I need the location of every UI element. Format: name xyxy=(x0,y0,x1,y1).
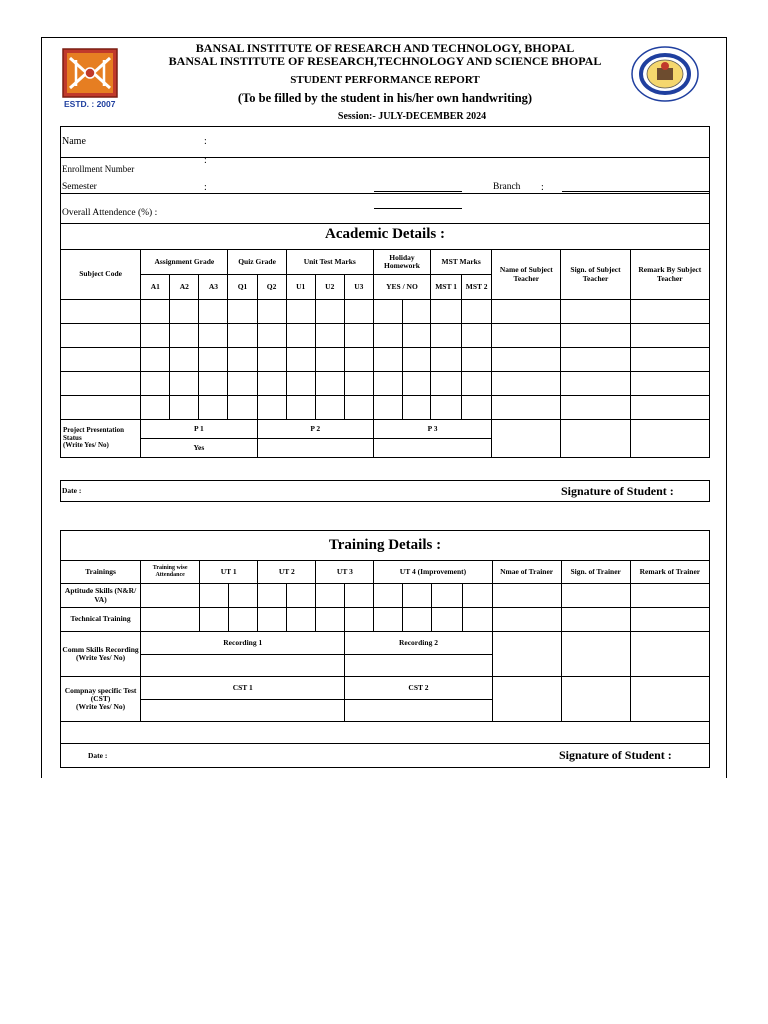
training-date-label: Date : xyxy=(88,751,108,760)
grade-cell[interactable] xyxy=(402,396,430,420)
grade-cell[interactable] xyxy=(344,348,373,372)
grade-cell[interactable] xyxy=(561,396,630,420)
grade-cell[interactable] xyxy=(286,372,315,396)
name-colon: : xyxy=(204,136,207,147)
aptitude-label: Aptitude Skills (N&R/ VA) xyxy=(61,584,141,608)
grade-cell[interactable] xyxy=(402,324,430,348)
branch-colon: : xyxy=(541,182,544,193)
grade-cell[interactable] xyxy=(630,324,709,348)
mst-marks-header: MST Marks xyxy=(431,250,492,275)
institute-logo xyxy=(62,48,118,98)
grade-cell[interactable] xyxy=(402,348,430,372)
comm-trainer-name[interactable] xyxy=(492,632,561,677)
cell[interactable] xyxy=(374,608,403,632)
cst1-header: CST 1 xyxy=(141,677,345,700)
project-teacher-sign-cell[interactable] xyxy=(561,420,630,458)
institute-name-1: BANSAL INSTITUTE OF RESEARCH AND TECHNOLOGY, BHOPAL xyxy=(195,41,575,55)
project-remark-cell[interactable] xyxy=(630,420,709,458)
col-yes-no: YES / NO xyxy=(373,275,430,300)
cell[interactable] xyxy=(462,584,492,608)
name-label: Name xyxy=(62,136,86,147)
comm-trainer-sign[interactable] xyxy=(561,632,630,677)
enrollment-colon: : xyxy=(204,155,207,166)
academic-signature-row xyxy=(60,480,710,502)
holiday-homework-header: Holiday Homework xyxy=(373,250,430,275)
trainings-header: Trainings xyxy=(61,561,141,584)
grade-cell[interactable] xyxy=(344,324,373,348)
grade-cell[interactable] xyxy=(462,300,492,324)
recording1-header: Recording 1 xyxy=(141,632,345,655)
grade-cell[interactable] xyxy=(344,396,373,420)
comm-skills-label: Comm Skills Recording (Write Yes/ No) xyxy=(61,632,141,677)
subject-code-header: Subject Code xyxy=(61,250,141,300)
cell[interactable] xyxy=(630,584,709,608)
grade-cell[interactable] xyxy=(141,324,170,348)
col-u1: U1 xyxy=(286,275,315,300)
branch-label: Branch xyxy=(493,182,521,192)
cell[interactable] xyxy=(345,584,374,608)
cell[interactable] xyxy=(345,608,374,632)
cell[interactable] xyxy=(258,584,287,608)
grade-cell[interactable] xyxy=(315,396,344,420)
grade-cell[interactable] xyxy=(228,348,257,372)
assignment-grade-header: Assignment Grade xyxy=(141,250,228,275)
grade-cell[interactable] xyxy=(257,300,286,324)
col-u2: U2 xyxy=(315,275,344,300)
ut3-header: UT 3 xyxy=(316,561,374,584)
name-field[interactable] xyxy=(211,131,691,155)
grade-cell[interactable] xyxy=(228,324,257,348)
teacher-remark-header: Remark By Subject Teacher xyxy=(630,250,709,300)
instruction-text: (To be filled by the student in his/her own handwriting) xyxy=(237,91,533,105)
cell[interactable] xyxy=(432,608,462,632)
cell[interactable] xyxy=(492,608,561,632)
training-table xyxy=(60,560,710,768)
grade-cell[interactable] xyxy=(170,300,199,324)
col-u3: U3 xyxy=(344,275,373,300)
grade-cell[interactable] xyxy=(373,396,402,420)
branch-line[interactable] xyxy=(562,191,709,192)
grade-cell[interactable] xyxy=(373,300,402,324)
cell[interactable] xyxy=(200,584,229,608)
semester-line[interactable] xyxy=(374,191,462,192)
grade-cell[interactable] xyxy=(402,372,430,396)
grade-cell[interactable] xyxy=(492,372,561,396)
project-p1-value[interactable]: Yes xyxy=(141,439,257,458)
cell[interactable] xyxy=(200,608,229,632)
technical-label: Technical Training xyxy=(61,608,141,632)
grade-cell[interactable] xyxy=(431,396,462,420)
grade-cell[interactable] xyxy=(462,348,492,372)
grade-cell[interactable] xyxy=(344,300,373,324)
cell[interactable] xyxy=(316,608,345,632)
grade-cell[interactable] xyxy=(492,396,561,420)
cst2-header: CST 2 xyxy=(345,677,492,700)
cell[interactable] xyxy=(630,608,709,632)
subject-code-cell[interactable] xyxy=(61,396,141,420)
grade-cell[interactable] xyxy=(492,300,561,324)
grade-cell[interactable] xyxy=(170,396,199,420)
grade-cell[interactable] xyxy=(315,324,344,348)
grade-cell[interactable] xyxy=(492,348,561,372)
semester-label: Semester xyxy=(62,182,97,192)
academic-table xyxy=(60,249,710,458)
report-title: STUDENT PERFORMANCE REPORT xyxy=(290,74,480,86)
grade-cell[interactable] xyxy=(199,372,228,396)
grade-cell[interactable] xyxy=(315,300,344,324)
cell[interactable] xyxy=(258,608,287,632)
teacher-sign-header: Sign. of Subject Teacher xyxy=(561,250,630,300)
subject-row xyxy=(61,372,710,396)
grade-cell[interactable] xyxy=(315,372,344,396)
cell[interactable] xyxy=(287,584,316,608)
cell[interactable] xyxy=(462,608,492,632)
ut2-header: UT 2 xyxy=(258,561,316,584)
project-status-label: Project Presentation Status (Write Yes/ No) xyxy=(61,420,141,458)
subject-code-cell[interactable] xyxy=(61,324,141,348)
grade-cell[interactable] xyxy=(431,372,462,396)
cst-trainer-sign[interactable] xyxy=(561,677,630,722)
grade-cell[interactable] xyxy=(257,324,286,348)
ut1-header: UT 1 xyxy=(200,561,258,584)
col-a2: A2 xyxy=(170,275,199,300)
col-q1: Q1 xyxy=(228,275,257,300)
cell[interactable] xyxy=(229,584,258,608)
subject-row xyxy=(61,396,710,420)
cst-trainer-name[interactable] xyxy=(492,677,561,722)
cell[interactable] xyxy=(403,608,432,632)
grade-cell[interactable] xyxy=(286,396,315,420)
grade-cell[interactable] xyxy=(630,372,709,396)
project-p3-value[interactable] xyxy=(373,439,491,458)
training-signature-row xyxy=(61,744,710,768)
cst2-value[interactable] xyxy=(345,700,492,722)
grade-cell[interactable] xyxy=(286,300,315,324)
cell[interactable] xyxy=(141,584,200,608)
trainer-sign-header: Sign. of Trainer xyxy=(561,561,630,584)
subject-code-cell[interactable] xyxy=(61,348,141,372)
grade-cell[interactable] xyxy=(344,372,373,396)
project-teacher-name-cell[interactable] xyxy=(492,420,561,458)
trainer-name-header: Nmae of Trainer xyxy=(492,561,561,584)
cell[interactable] xyxy=(287,608,316,632)
subject-code-cell[interactable] xyxy=(61,300,141,324)
grade-cell[interactable] xyxy=(431,324,462,348)
comm-trainer-remark[interactable] xyxy=(630,632,709,677)
established-year: ESTD. : 2007 xyxy=(64,99,116,109)
project-p3-header: P 3 xyxy=(373,420,491,439)
col-q2: Q2 xyxy=(257,275,286,300)
grade-cell[interactable] xyxy=(561,324,630,348)
grade-cell[interactable] xyxy=(199,324,228,348)
enrollment-label: Enrollment Number xyxy=(62,164,135,174)
cell[interactable] xyxy=(229,608,258,632)
academic-signature-label: Signature of Student : xyxy=(561,484,674,498)
cell[interactable] xyxy=(403,584,432,608)
cell[interactable] xyxy=(561,608,630,632)
grade-cell[interactable] xyxy=(141,348,170,372)
grade-cell[interactable] xyxy=(170,372,199,396)
training-title: Training Details : xyxy=(328,537,442,553)
grade-cell[interactable] xyxy=(257,372,286,396)
grade-cell[interactable] xyxy=(462,324,492,348)
grade-cell[interactable] xyxy=(286,324,315,348)
academic-title-text: Academic Details : xyxy=(325,226,445,242)
aptitude-row xyxy=(61,584,710,608)
grade-cell[interactable] xyxy=(228,372,257,396)
subject-row xyxy=(61,348,710,372)
cell[interactable] xyxy=(374,584,403,608)
institute-name-2: BANSAL INSTITUTE OF RESEARCH,TECHNOLOGY AND SCIENCE BHOPAL xyxy=(168,54,602,68)
col-mst2: MST 2 xyxy=(462,275,492,300)
grade-cell[interactable] xyxy=(561,372,630,396)
col-mst1: MST 1 xyxy=(431,275,462,300)
grade-cell[interactable] xyxy=(630,348,709,372)
project-p2-value[interactable] xyxy=(257,439,373,458)
student-info-box xyxy=(60,126,710,250)
grade-cell[interactable] xyxy=(431,300,462,324)
ut4-header: UT 4 (Improvement) xyxy=(374,561,492,584)
academic-date-label: Date : xyxy=(62,486,82,495)
cell[interactable] xyxy=(561,584,630,608)
training-title-box xyxy=(60,530,710,560)
project-p2-header: P 2 xyxy=(257,420,373,439)
grade-cell[interactable] xyxy=(170,348,199,372)
grade-cell[interactable] xyxy=(141,300,170,324)
col-a1: A1 xyxy=(141,275,170,300)
grade-cell[interactable] xyxy=(561,300,630,324)
grade-cell[interactable] xyxy=(257,348,286,372)
cell[interactable] xyxy=(316,584,345,608)
grade-cell[interactable] xyxy=(462,372,492,396)
session-text: Session:- JULY-DECEMBER 2024 xyxy=(337,111,487,122)
attendance-label: Overall Attendence (%) : xyxy=(62,208,158,218)
attendance-line[interactable] xyxy=(374,208,462,209)
grade-cell[interactable] xyxy=(462,396,492,420)
grade-cell[interactable] xyxy=(373,324,402,348)
attendance-header: Training wise Attendance xyxy=(141,561,200,584)
grade-cell[interactable] xyxy=(373,348,402,372)
academic-title xyxy=(61,225,709,243)
subject-row xyxy=(61,300,710,324)
grade-cell[interactable] xyxy=(228,396,257,420)
grade-cell[interactable] xyxy=(228,300,257,324)
grade-cell[interactable] xyxy=(257,396,286,420)
project-p1-header: P 1 xyxy=(141,420,257,439)
cell[interactable] xyxy=(141,608,200,632)
grade-cell[interactable] xyxy=(402,300,430,324)
grade-cell[interactable] xyxy=(373,372,402,396)
cell[interactable] xyxy=(492,584,561,608)
grade-cell[interactable] xyxy=(561,348,630,372)
grade-cell[interactable] xyxy=(630,300,709,324)
grade-cell[interactable] xyxy=(630,396,709,420)
recording2-header: Recording 2 xyxy=(345,632,492,655)
grade-cell[interactable] xyxy=(199,396,228,420)
grade-cell[interactable] xyxy=(315,348,344,372)
grade-cell[interactable] xyxy=(199,348,228,372)
trainer-remark-header: Remark of Trainer xyxy=(630,561,709,584)
cst-label: Compnay specific Test (CST) (Write Yes/ No) xyxy=(61,677,141,722)
blank-row xyxy=(61,722,710,744)
recording1-value[interactable] xyxy=(141,655,345,677)
training-signature-label: Signature of Student : xyxy=(559,748,672,762)
grade-cell[interactable] xyxy=(286,348,315,372)
grade-cell[interactable] xyxy=(141,372,170,396)
cst-trainer-remark[interactable] xyxy=(630,677,709,722)
subject-row xyxy=(61,324,710,348)
grade-cell[interactable] xyxy=(141,396,170,420)
cell[interactable] xyxy=(432,584,462,608)
cst1-value[interactable] xyxy=(141,700,345,722)
technical-row xyxy=(61,608,710,632)
unit-test-header: Unit Test Marks xyxy=(286,250,373,275)
report-page xyxy=(41,37,727,778)
grade-cell[interactable] xyxy=(492,324,561,348)
col-a3: A3 xyxy=(199,275,228,300)
grade-cell[interactable] xyxy=(431,348,462,372)
semester-colon: : xyxy=(204,182,207,193)
teacher-name-header: Name of Subject Teacher xyxy=(492,250,561,300)
quiz-grade-header: Quiz Grade xyxy=(228,250,286,275)
grade-cell[interactable] xyxy=(170,324,199,348)
subject-code-cell[interactable] xyxy=(61,372,141,396)
grade-cell[interactable] xyxy=(199,300,228,324)
recording2-value[interactable] xyxy=(345,655,492,677)
